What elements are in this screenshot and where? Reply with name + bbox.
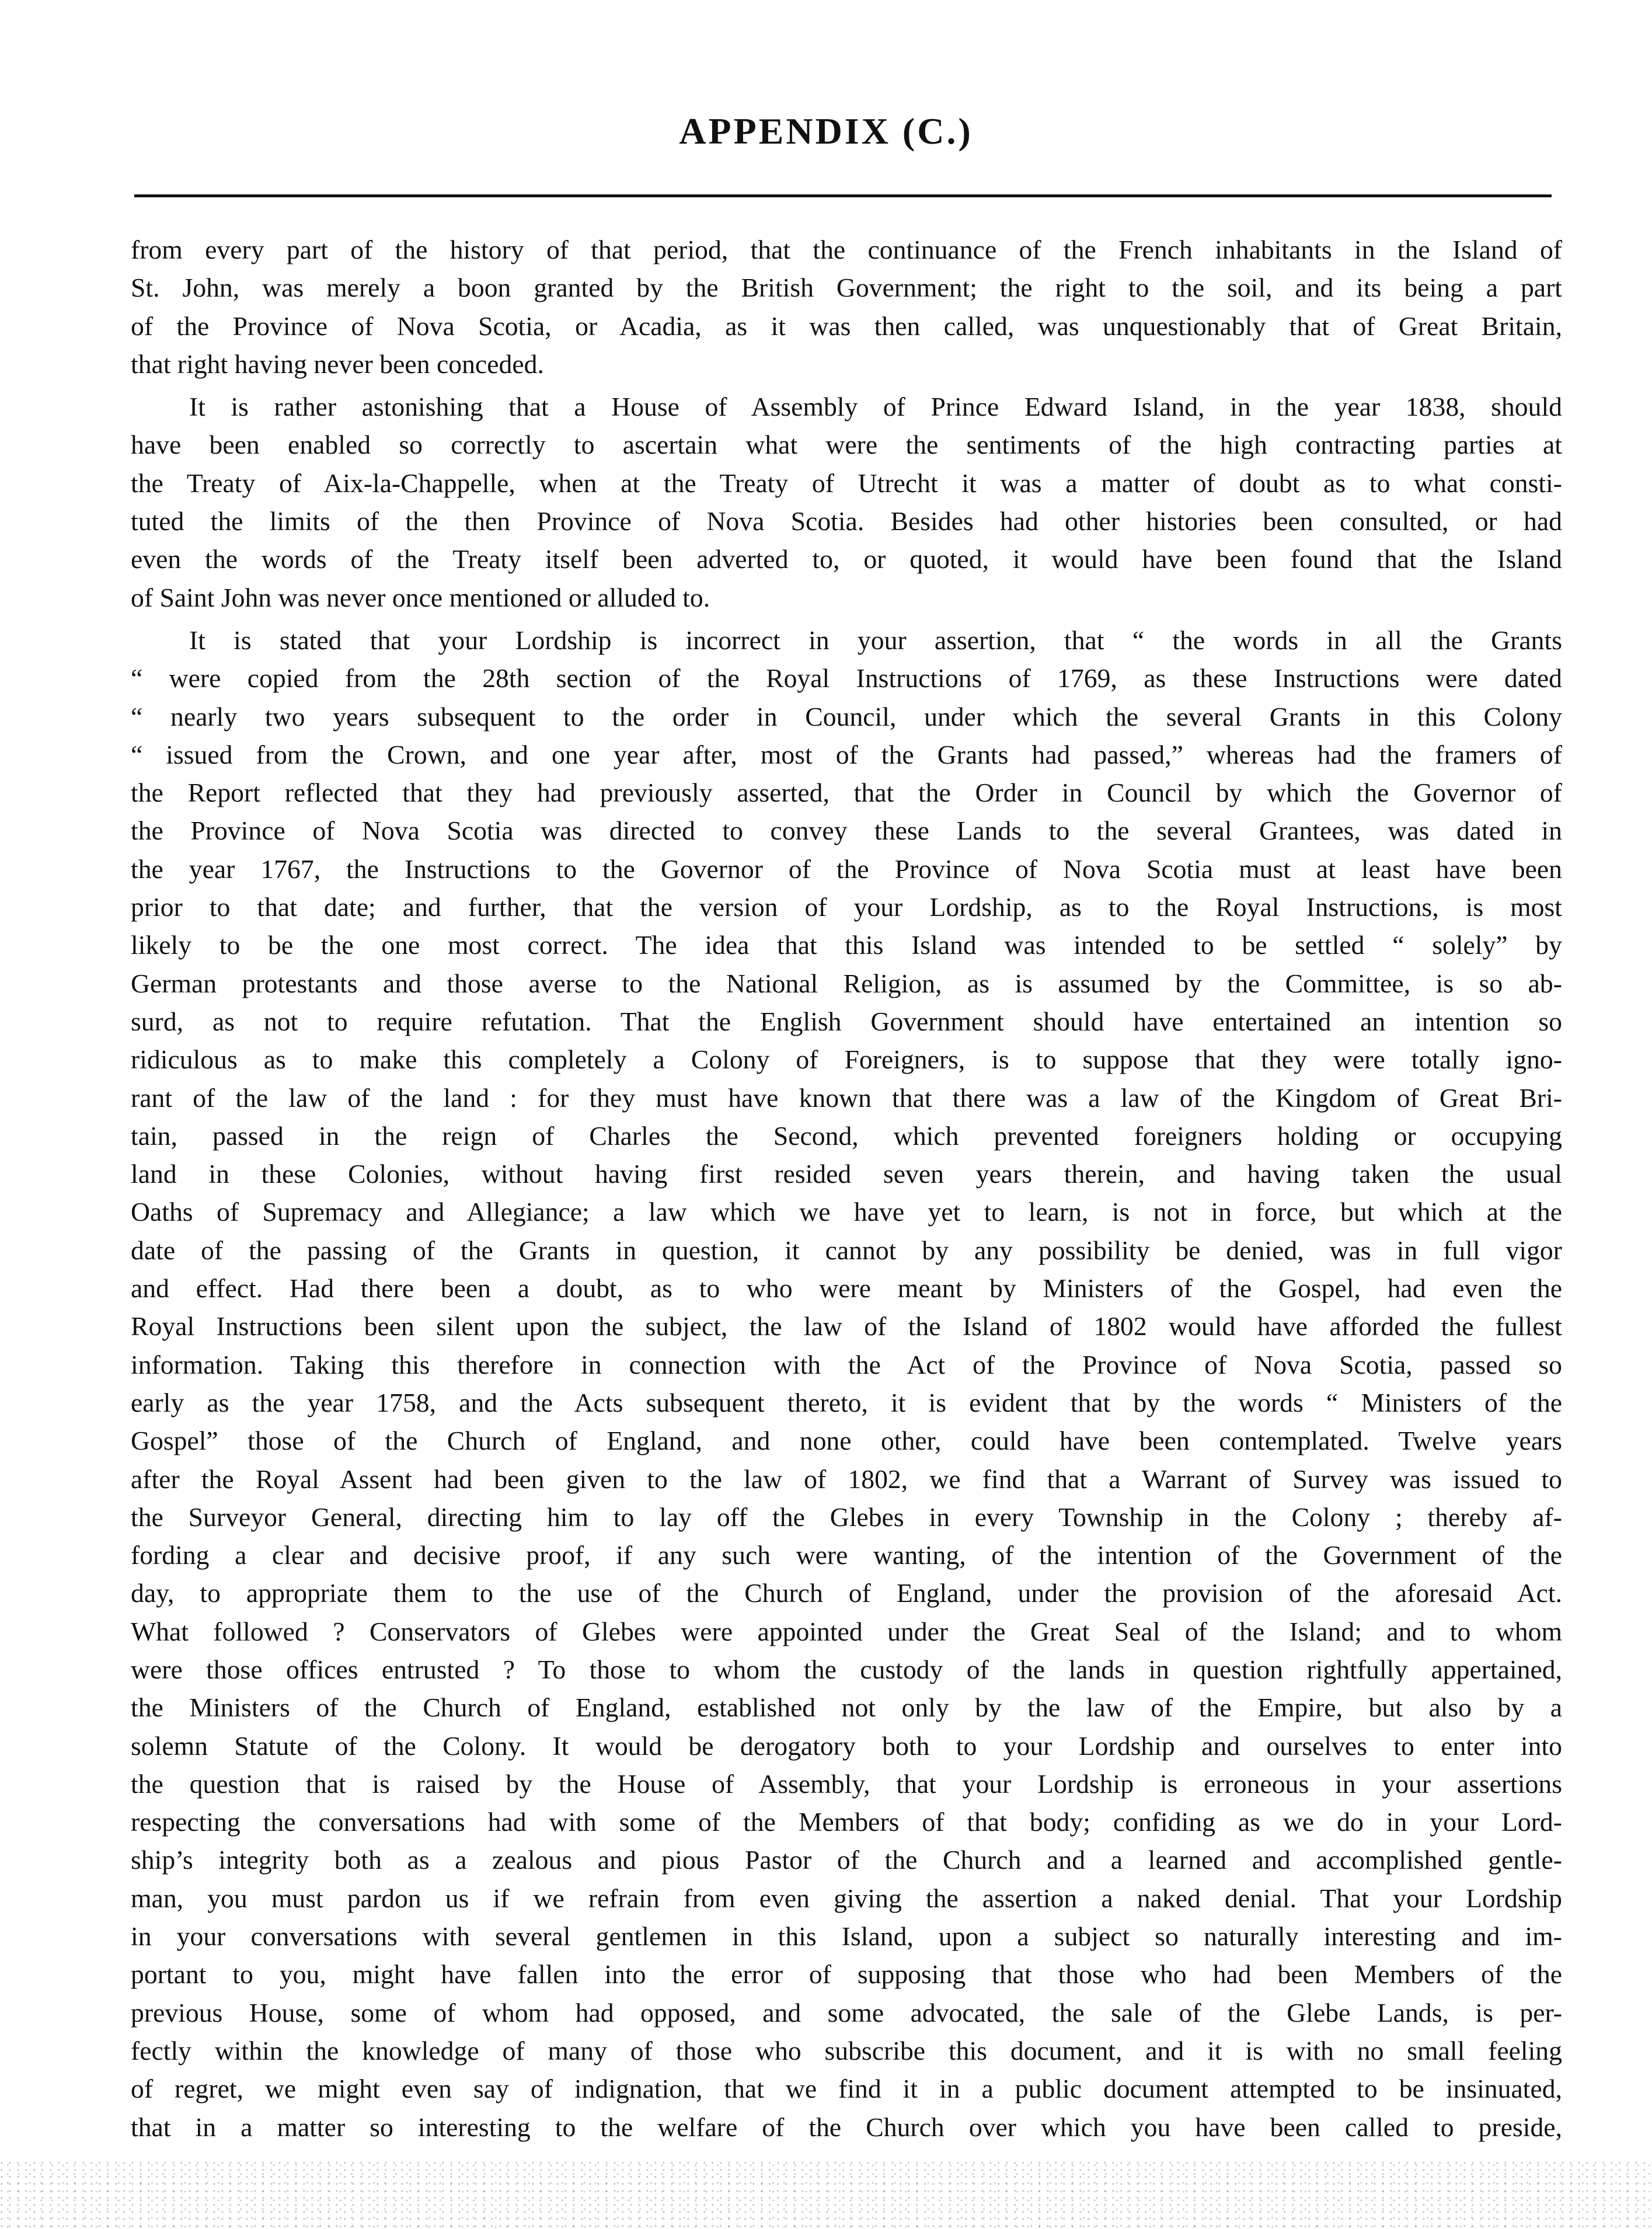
text-line: that in a matter so interesting to the welfare of the Church over which you have been called to preside, — [131, 2112, 1562, 2142]
body-text — [131, 231, 1562, 2146]
text-line: from every part of the history of that period, that the continuance of the French inhabitants in the Island of — [131, 235, 1562, 264]
text-line: tuted the limits of the then Province of Nova Scotia. Besides had other histories been consulted, or had — [131, 506, 1562, 537]
text-line: man, you must pardon us if we refrain from even giving the assertion a naked denial. That your Lordship — [131, 1883, 1562, 1913]
page-title: APPENDIX (C.) — [679, 110, 973, 152]
text-line: portant to you, might have fallen into the error of supposing that those who had been Members of the — [131, 1959, 1562, 1990]
text-line: What followed ? Conservators of Glebes were appointed under the Great Seal of the Island; and to whom — [131, 1616, 1562, 1646]
text-line: were those offices entrusted ? To those to whom the custody of the lands in question rightfully appertained, — [131, 1654, 1562, 1684]
text-line: Royal Instructions been silent upon the subject, the law of the Island of 1802 would have afforded the fullest — [131, 1311, 1562, 1342]
text-line: prior to that date; and further, that the version of your Lordship, as to the Royal Instructions, is most — [131, 892, 1562, 922]
text-line: Oaths of Supremacy and Allegiance; a law which we have yet to learn, is not in force, but which at the — [131, 1197, 1562, 1227]
text-line: the question that is raised by the House of Assembly, that your Lordship is erroneous in your assertions — [131, 1768, 1562, 1799]
text-line: respecting the conversations had with some of the Members of that body; confiding as we do in your Lord- — [131, 1807, 1562, 1837]
text-line: the Ministers of the Church of England, established not only by the law of the Empire, but also by a — [131, 1692, 1562, 1723]
text-line: ship’s integrity both as a zealous and pious Pastor of the Church and a learned and accomplished gentle- — [131, 1845, 1562, 1875]
text-line: fording a clear and decisive proof, if any such were wanting, of the intention of the Government of the — [131, 1540, 1562, 1570]
text-line: surd, as not to require refutation. That the English Government should have entertained an intention so — [131, 1006, 1562, 1036]
paragraph-1 — [131, 231, 1562, 383]
text-line: that right having never been conceded. — [131, 349, 544, 379]
text-line: in your conversations with several gentlemen in this Island, upon a subject so naturally interesting and im- — [131, 1921, 1562, 1952]
text-line: early as the year 1758, and the Acts subsequent thereto, it is evident that by the words “ Ministers of the — [131, 1387, 1562, 1417]
text-line: after the Royal Assent had been given to the law of 1802, we find that a Warrant of Survey was issued to — [131, 1464, 1562, 1494]
text-line: fectly within the knowledge of many of those who subscribe this document, and it is with no small feeling — [131, 2035, 1562, 2066]
text-line: the Report reflected that they had previously asserted, that the Order in Council by which the Governor of — [131, 778, 1562, 808]
text-line: date of the passing of the Grants in question, it cannot by any possibility be denied, was in full vigor — [131, 1235, 1562, 1265]
text-line: have been enabled so correctly to ascertain what were the sentiments of the high contracting parties at — [131, 430, 1562, 460]
text-line: previous House, some of whom had opposed, and some advocated, the sale of the Glebe Lands, is per- — [131, 1997, 1562, 2028]
text-line: the Treaty of Aix-la-Chappelle, when at the Treaty of Utrecht it was a matter of doubt as to what consti- — [131, 468, 1562, 498]
text-line: “ issued from the Crown, and one year after, most of the Grants had passed,” whereas had the framers of — [131, 739, 1562, 769]
text-line: the year 1767, the Instructions to the Governor of the Province of Nova Scotia must at least have been — [131, 854, 1562, 884]
text-line: Gospel” those of the Church of England, and none other, could have been contemplated. Twelve years — [131, 1426, 1562, 1456]
text-line: day, to appropriate them to the use of the Church of England, under the provision of the aforesaid Act. — [131, 1578, 1562, 1608]
text-line: It is rather astonishing that a House of Assembly of Prince Edward Island, in the year 1838, should — [189, 392, 1562, 422]
text-line: information. Taking this therefore in connection with the Act of the Province of Nova Scotia, passed so — [131, 1349, 1562, 1380]
text-line: solemn Statute of the Colony. It would be derogatory both to your Lordship and ourselves to enter into — [131, 1730, 1562, 1761]
paragraph-3 — [131, 621, 1562, 2146]
text-line: of the Province of Nova Scotia, or Acadia, as it was then called, was unquestionably that of Great Britain, — [131, 311, 1562, 341]
text-line: German protestants and those averse to the National Religion, as is assumed by the Committee, is so ab- — [131, 968, 1562, 998]
header-rule — [134, 194, 1552, 197]
text-line: the Surveyor General, directing him to lay off the Glebes in every Township in the Colony ; thereby af- — [131, 1502, 1562, 1532]
text-line: land in these Colonies, without having first resided seven years therein, and having taken the usual — [131, 1159, 1562, 1189]
text-line: It is stated that your Lordship is incorrect in your assertion, that “ the words in all the Grants — [189, 625, 1562, 655]
text-line: ridiculous as to make this completely a Colony of Foreigners, is to suppose that they were totally igno- — [131, 1044, 1562, 1075]
text-line: of regret, we might even say of indignation, that we find it in a public document attempted to be insinuated, — [131, 2074, 1562, 2104]
text-line: of Saint John was never once mentioned or alluded to. — [131, 582, 710, 612]
text-line: the Province of Nova Scotia was directed to convey these Lands to the several Grantees, was dated in — [131, 816, 1562, 846]
text-line: likely to be the one most correct. The idea that this Island was intended to be settled “ solely” by — [131, 930, 1562, 960]
text-line: rant of the law of the land : for they must have known that there was a law of the Kingdom of Great Bri- — [131, 1082, 1562, 1113]
text-line: St. John, was merely a boon granted by the British Government; the right to the soil, and its being a part — [131, 273, 1562, 303]
scan-noise — [0, 2160, 1652, 2229]
text-line: and effect. Had there been a doubt, as to who were meant by Ministers of the Gospel, had even the — [131, 1273, 1562, 1304]
text-line: tain, passed in the reign of Charles the Second, which prevented foreigners holding or occupying — [131, 1120, 1562, 1151]
text-line: even the words of the Treaty itself been adverted to, or quoted, it would have been found that the Island — [131, 544, 1562, 574]
paragraph-2 — [131, 388, 1562, 617]
text-line: “ nearly two years subsequent to the order in Council, under which the several Grants in this Colony — [131, 701, 1562, 732]
text-line: “ were copied from the 28th section of the Royal Instructions of 1769, as these Instructions were dated — [131, 663, 1562, 694]
